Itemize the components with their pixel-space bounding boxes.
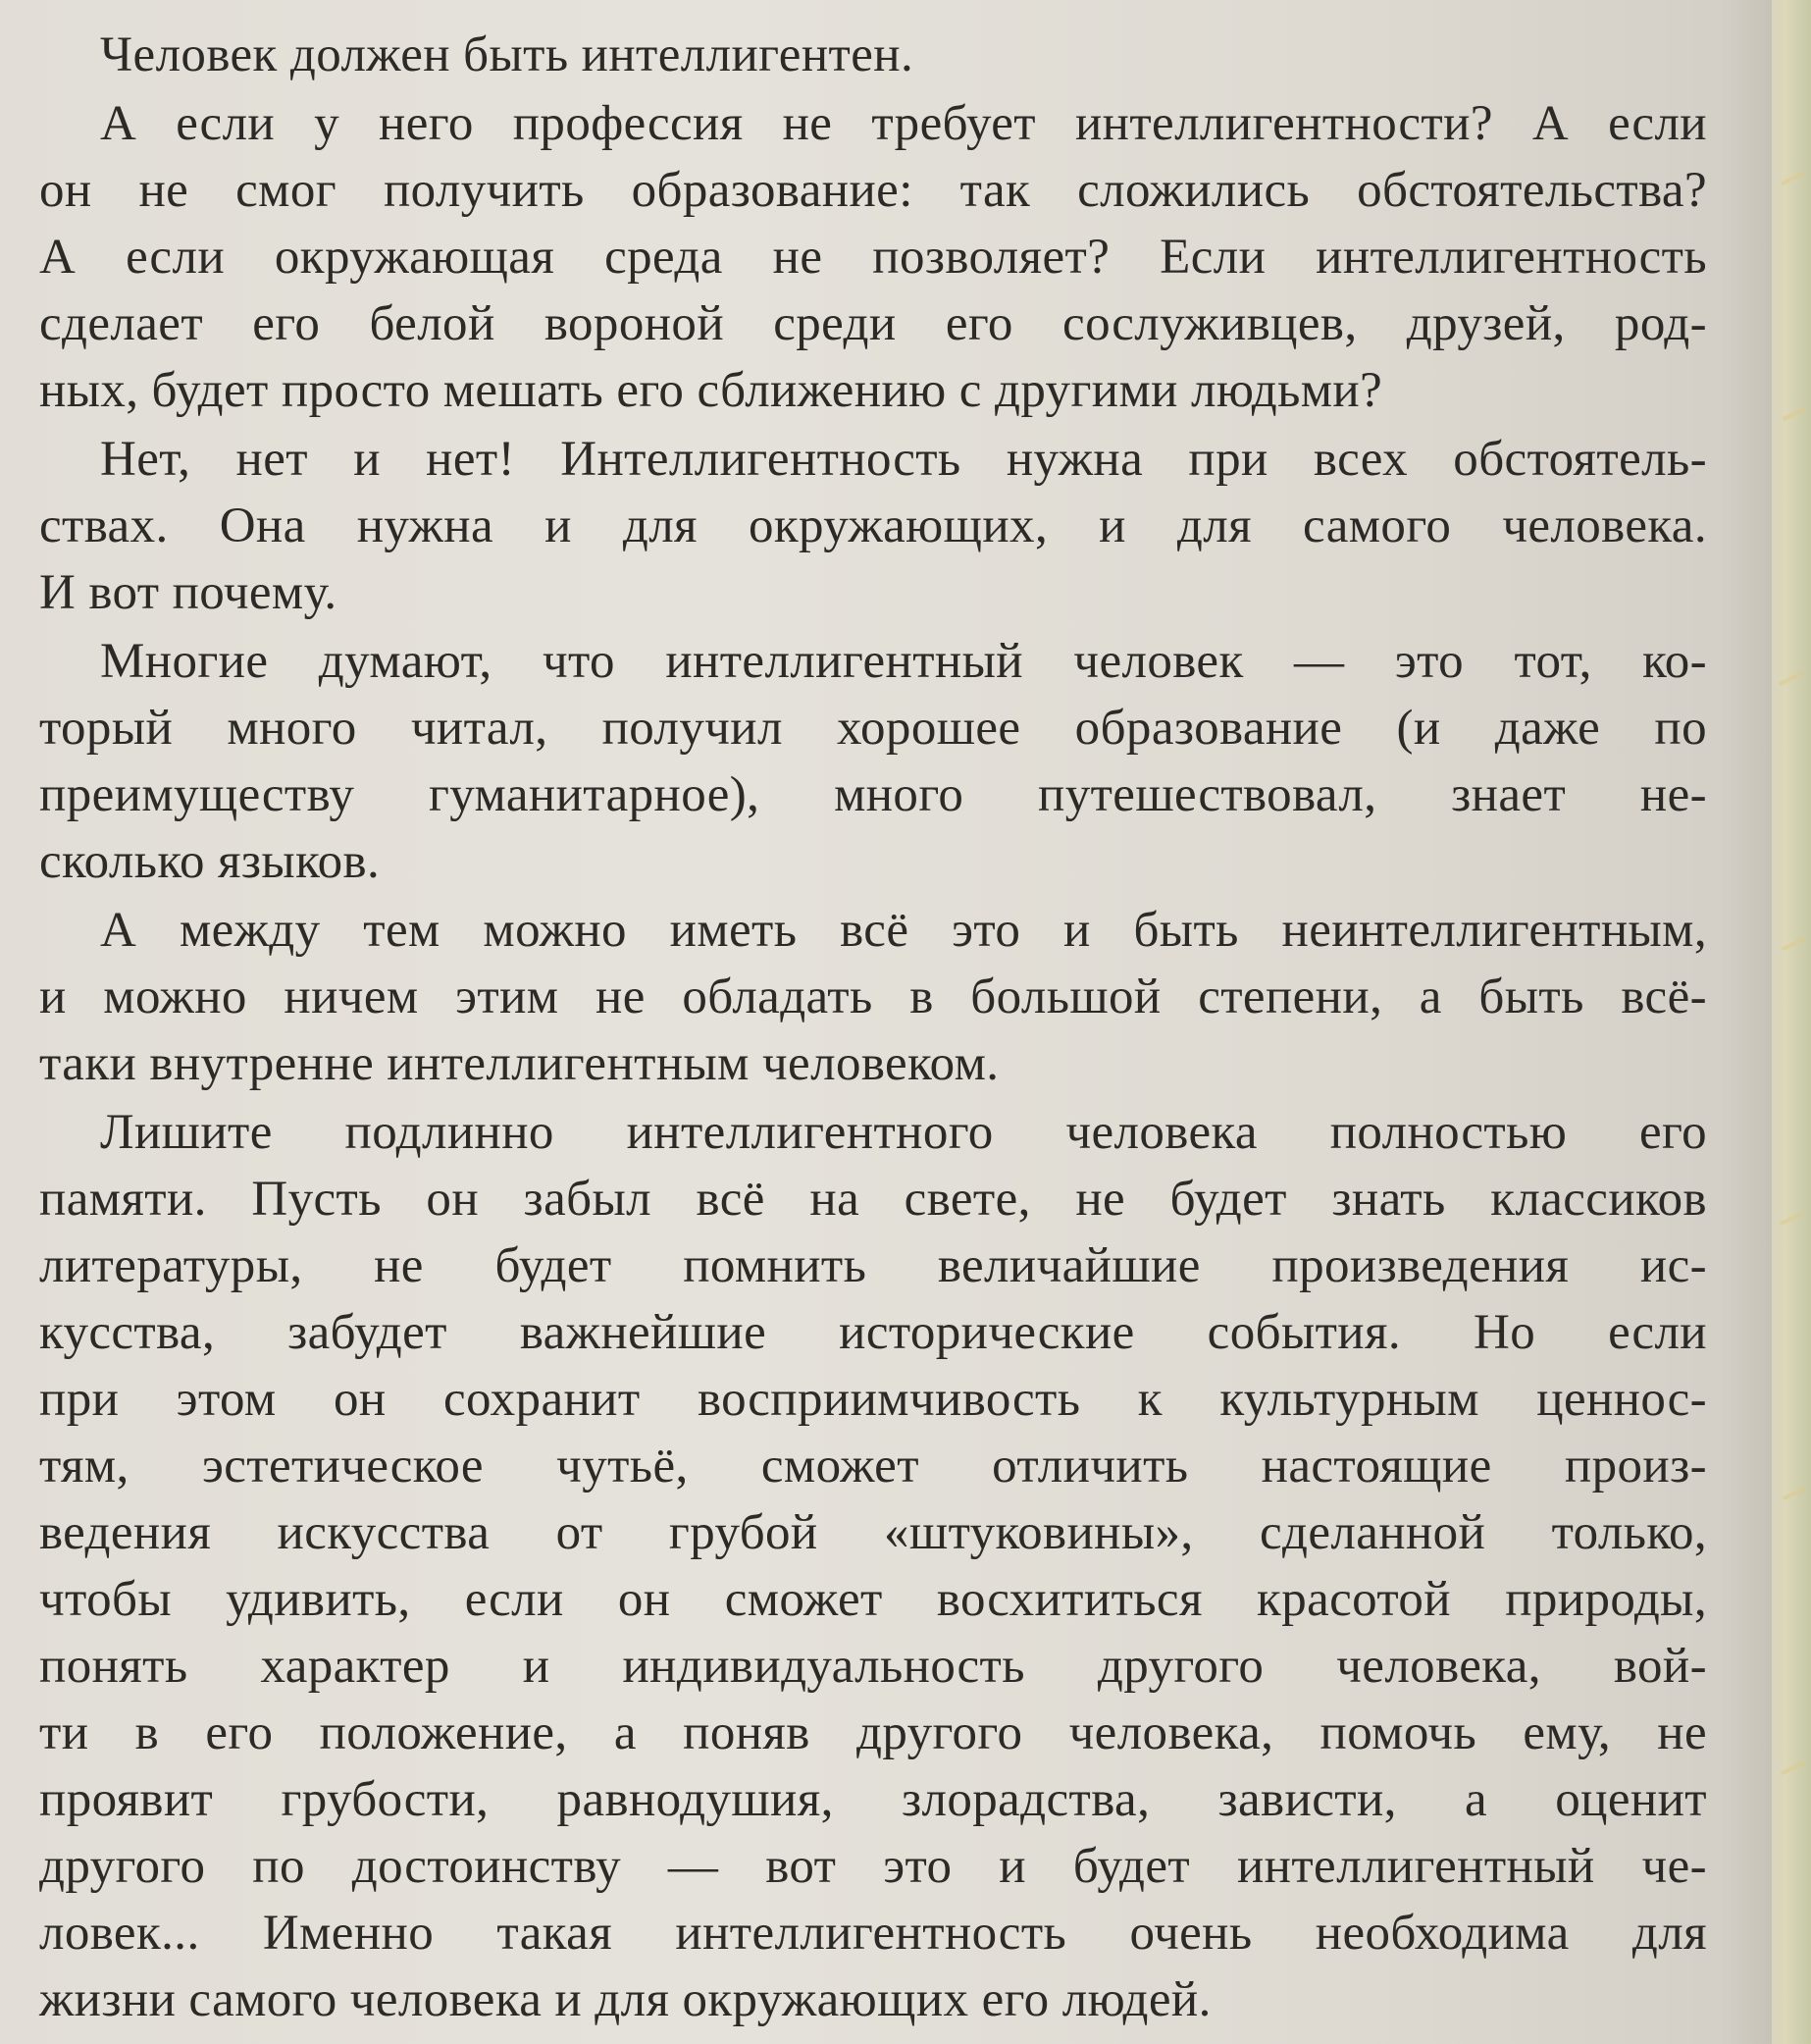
text-line: А если у него профессия не требует интеллигентности? А если [100,96,1707,151]
text-line: понять характер и индивидуальность другого человека, вой- [39,1639,1707,1694]
paragraph-4 [39,628,1707,895]
text-line: и можно ничем этим не обладать в большой степени, а быть всё- [39,970,1707,1024]
text-line: при этом он сохранит восприимчивость к культурным ценнос- [39,1372,1707,1427]
text-line: Лишите подлинно интеллигентного человека полностью его [100,1105,1707,1160]
text-line: таки внутренне интеллигентным человеком. [39,1036,1000,1091]
paragraph-2 [39,90,1707,424]
text-line: проявит грубости, равнодушия, злорадства, зависти, а оценит [39,1772,1707,1827]
text-line: торый много читал, получил хорошее образование (и даже по [39,701,1707,756]
text-line: ных, будет просто мешать его сближению с другими людьми? [39,363,1383,418]
text-line: кусства, забудет важнейшие исторические события. Но если [39,1305,1707,1360]
text-line: ти в его положение, а поняв другого человека, помочь ему, не [39,1705,1707,1760]
edge-decoration [1780,1761,1804,1776]
edge-decoration [1782,1487,1806,1501]
text-line: ведения искусства от грубой «штуковины», сделанной только, [39,1505,1707,1560]
text-line: Нет, нет и нет! Интеллигентность нужна при всех обстоятель- [100,432,1707,487]
text-line: ствах. Она нужна и для окружающих, и для самого человека. [39,498,1707,553]
paragraph-6 [39,1099,1707,2033]
text-line: чтобы удивить, если он сможет восхититься красотой природы, [39,1572,1707,1627]
text-line: И вот почему. [39,565,337,620]
text-line: ловек... Именно такая интеллигентность очень необходима для [39,1906,1707,1961]
edge-decoration [1778,672,1802,687]
paragraph-5 [39,897,1707,1097]
edge-decoration [1779,1212,1803,1227]
edge-decoration [1782,407,1806,422]
text-line: Многие думают, что интеллигентный человек — это тот, ко- [100,634,1707,689]
text-line: он не смог получить образование: так сложились обстоятельства? [39,163,1707,218]
text-line: сделает его белой вороной среди его сослуживцев, друзей, род- [39,296,1707,351]
edge-decoration [1780,172,1804,186]
paragraph-3 [39,426,1707,626]
text-line: памяти. Пусть он забыл всё на свете, не будет знать классиков [39,1172,1707,1227]
text-line: сколько языков. [39,834,381,889]
text-line: А между тем можно иметь всё это и быть неинтеллигентным, [100,903,1707,958]
paragraph-1 [39,22,1707,88]
edge-decoration [1781,937,1805,952]
text-line: литературы, не будет помнить величайшие произведения ис- [39,1238,1707,1293]
body-text [39,22,1707,2033]
text-line: преимуществу гуманитарное), много путешествовал, знает не- [39,767,1707,822]
text-line: Человек должен быть интеллигентен. [100,27,914,82]
text-line: А если окружающая среда не позволяет? Если интеллигентность [39,230,1707,285]
text-line: жизни самого человека и для окружающих его людей. [39,1972,1212,2027]
text-line: другого по достоинству — вот это и будет интеллигентный че- [39,1839,1707,1894]
text-line: тям, эстетическое чутьё, сможет отличить настоящие произ- [39,1439,1707,1494]
adjacent-page-edge [1772,0,1811,2044]
